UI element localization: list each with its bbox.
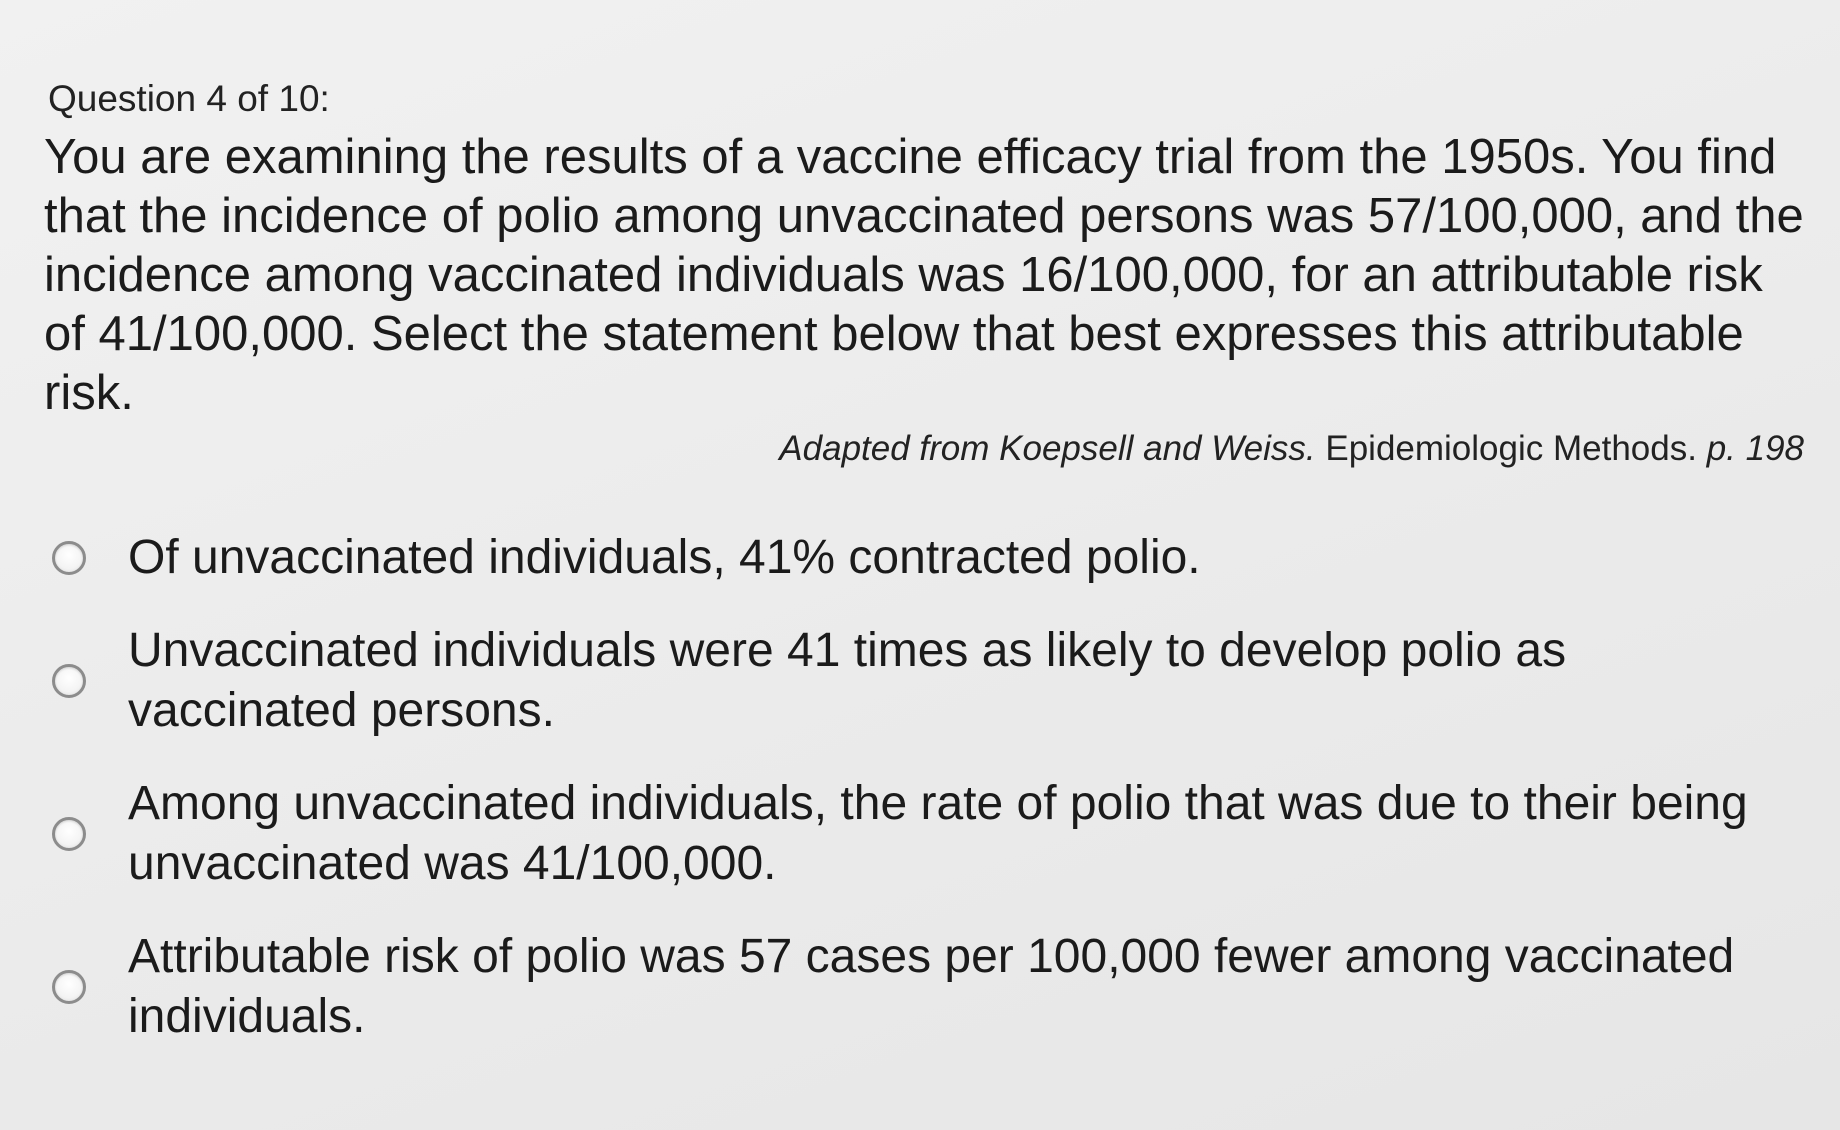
radio-button-1[interactable] [52,541,86,575]
answer-label-2[interactable]: Unvaccinated individuals were 41 times as likely to develop polio as vaccinated persons. [128,624,1567,737]
answer-label-4[interactable]: Attributable risk of polio was 57 cases per 100,000 fewer among vaccinated individuals. [128,930,1735,1043]
source-prefix: Adapted from Koepsell and Weiss. [779,429,1316,468]
answer-option-1[interactable] [52,528,1812,588]
source-book: Epidemiologic Methods. [1325,429,1697,468]
answer-label-1[interactable]: Of unvaccinated individuals, 41% contracted polio. [128,531,1201,584]
radio-button-3[interactable] [52,817,86,851]
question-text: You are examining the results of a vaccine efficacy trial from the 1950s. You find that the incidence of polio among unvaccinated persons was 57/100,000, and the incidence among vaccinated individuals was 16/100,000, for an attributable risk of 41/100,000. Select the statement below that best expresses this attributable risk. [44,130,1804,420]
answer-options [52,528,1812,1080]
question-counter: Question 4 of 10: [48,78,330,119]
answer-option-2[interactable] [52,621,1812,741]
answer-option-3[interactable] [52,774,1812,894]
answer-label-3[interactable]: Among unvaccinated individuals, the rate of polio that was due to their being unvaccinated was 41/100,000. [128,777,1748,890]
question-panel [44,78,1804,469]
answer-option-4[interactable] [52,927,1812,1047]
radio-button-2[interactable] [52,664,86,698]
source-page: p. 198 [1706,429,1804,468]
radio-button-4[interactable] [52,970,86,1004]
question-source [44,429,1804,469]
